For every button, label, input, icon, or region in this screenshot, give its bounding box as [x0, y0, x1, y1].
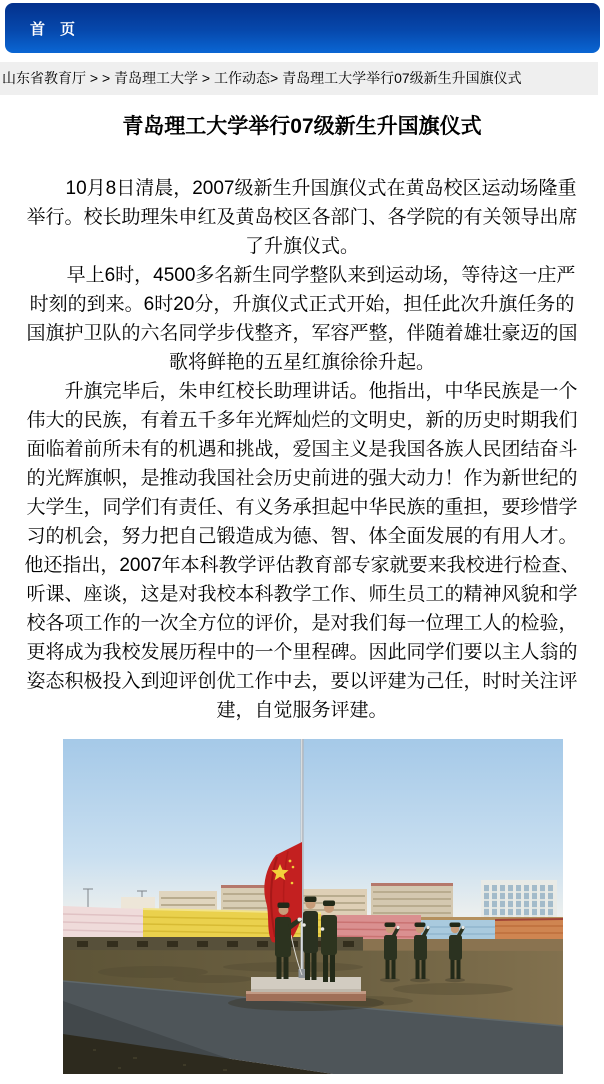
article-body	[22, 174, 582, 725]
ceremony-photo	[63, 739, 563, 1074]
top-nav-bar	[5, 3, 600, 53]
home-link[interactable]: 首 页	[30, 20, 76, 38]
article-paragraph: 早上6时，4500多名新生同学整队来到运动场，等待这一庄严时刻的到来。6时20分，升旗仪式正式开始，担任此次升旗任务的国旗护卫队的六名同学步伐整齐，军容严整，伴随着雄壮豪迈的国歌将鲜艳的五星红旗徐徐升起。	[26, 265, 578, 373]
flag-raising-photo-illustration	[63, 739, 563, 1074]
flag-platform	[228, 977, 384, 1011]
breadcrumb-link-university[interactable]: 青岛理工大学	[114, 70, 199, 86]
breadcrumb	[0, 62, 598, 95]
article-title: 青岛理工大学举行07级新生升国旗仪式	[122, 115, 482, 138]
article-paragraph: 升旗完毕后，朱申红校长助理讲话。他指出，中华民族是一个伟大的民族，有着五千多年光辉灿烂的文明史，新的历史时期我们面临着前所未有的机遇和挑战，爱国主义是我国各族人民团结奋斗的光辉旗帜，是推动我国社会历史前进的强大动力！作为新世纪的大学生，同学们有责任、有义务承担起中华民族的重担，要珍惜学习的机会，努力把自己锻造成为德、智、体全面发展的有用人才。他还指出，2007年本科教学评估教育部专家就要来我校进行检查、听课、座谈，这是对我校本科教学工作、师生员工的精神风貌和学校各项工作的一次全方位的评价，是对我们每一位理工人的检验，更将成为我校发展历程中的一个里程碑。因此同学们要以主人翁的姿态积极投入到迎评创优工作中去，要以评建为己任，时时关注评建，自觉服务评建。	[24, 381, 580, 721]
article-paragraph: 10月8日清晨，2007级新生升国旗仪式在黄岛校区运动场隆重举行。校长助理朱申红及黄岛校区各部门、各学院的有关领导出席了升旗仪式。	[26, 178, 578, 257]
breadcrumb-link-education-dept[interactable]: 山东省教育厅	[2, 70, 86, 86]
saluting-guards	[380, 923, 465, 983]
breadcrumb-current-page: 青岛理工大学举行07级新生升国旗仪式	[282, 70, 522, 86]
breadcrumb-link-work-news[interactable]: 工作动态	[214, 70, 270, 86]
breadcrumb-separator: >	[198, 70, 214, 86]
breadcrumb-separator: >	[270, 70, 283, 86]
breadcrumb-separator: > >	[86, 70, 115, 86]
